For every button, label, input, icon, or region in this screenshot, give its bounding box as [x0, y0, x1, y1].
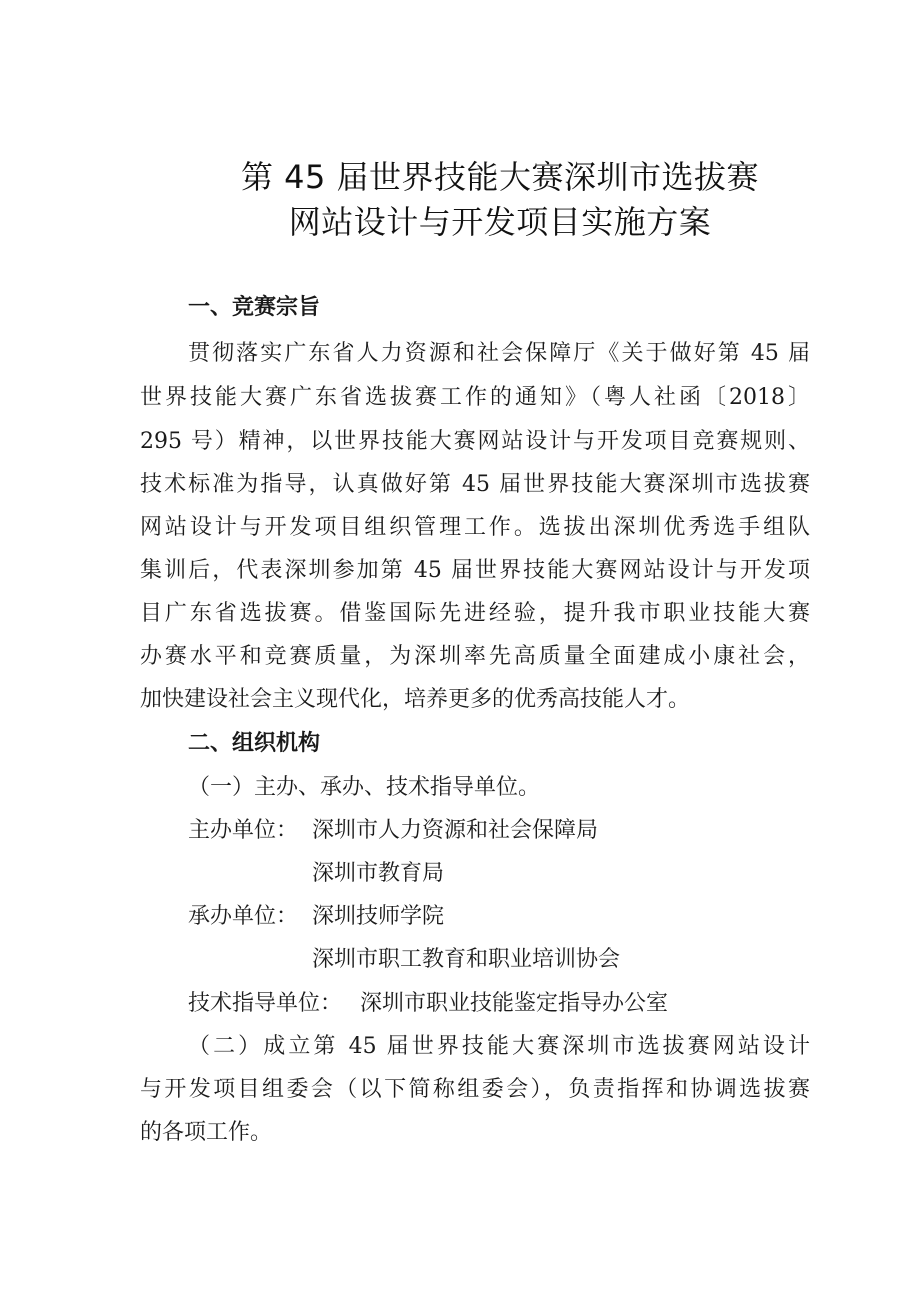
- section-2-heading: 二、组织机构: [188, 731, 321, 756]
- organizer-unit-2: 深圳市职工教育和职业培训协会: [312, 947, 621, 972]
- paragraph-line: 集训后，代表深圳参加第 45 届世界技能大赛网站设计与开发项: [140, 558, 810, 583]
- document-title-line-1: 第 45 届世界技能大赛深圳市选拔赛: [240, 158, 760, 196]
- paragraph-line: 的各项工作。: [140, 1120, 273, 1145]
- paragraph-line: 贯彻落实广东省人力资源和社会保障厅《关于做好第 45 届: [188, 341, 810, 366]
- section-1-heading: 一、竞赛宗旨: [188, 295, 321, 320]
- paragraph-line: （二）成立第 45 届世界技能大赛深圳市选拔赛网站设计: [188, 1034, 810, 1059]
- paragraph-line: 网站设计与开发项目组织管理工作。选拔出深圳优秀选手组队: [140, 515, 810, 540]
- paragraph-line: 目广东省选拔赛。借鉴国际先进经验，提升我市职业技能大赛: [140, 601, 810, 626]
- tech-unit-1: 深圳市职业技能鉴定指导办公室: [360, 991, 669, 1016]
- paragraph-line: 加快建设社会主义现代化，培养更多的优秀高技能人才。: [140, 687, 691, 712]
- tech-unit-label: 技术指导单位：: [188, 991, 343, 1016]
- paragraph-line: 办赛水平和竞赛质量，为深圳率先高质量全面建成小康社会，: [140, 644, 810, 669]
- organizer-unit-1: 深圳技师学院: [312, 904, 445, 929]
- paragraph-line: 295 号）精神，以世界技能大赛网站设计与开发项目竞赛规则、: [140, 429, 810, 454]
- paragraph-line: 技术标准为指导，认真做好第 45 届世界技能大赛深圳市选拔赛: [140, 472, 810, 497]
- paragraph-line: 与开发项目组委会（以下简称组委会），负责指挥和协调选拔赛: [140, 1077, 810, 1102]
- host-unit-2: 深圳市教育局: [312, 861, 445, 886]
- paragraph-line: 世界技能大赛广东省选拔赛工作的通知》（粤人社函〔2018〕: [140, 385, 810, 410]
- document-title-line-2: 网站设计与开发项目实施方案: [288, 203, 712, 241]
- host-unit-label: 主办单位：: [188, 818, 299, 843]
- host-unit-1: 深圳市人力资源和社会保障局: [312, 818, 599, 843]
- organizer-unit-label: 承办单位：: [188, 904, 299, 929]
- subsection-1-title: （一）主办、承办、技术指导单位。: [188, 775, 541, 800]
